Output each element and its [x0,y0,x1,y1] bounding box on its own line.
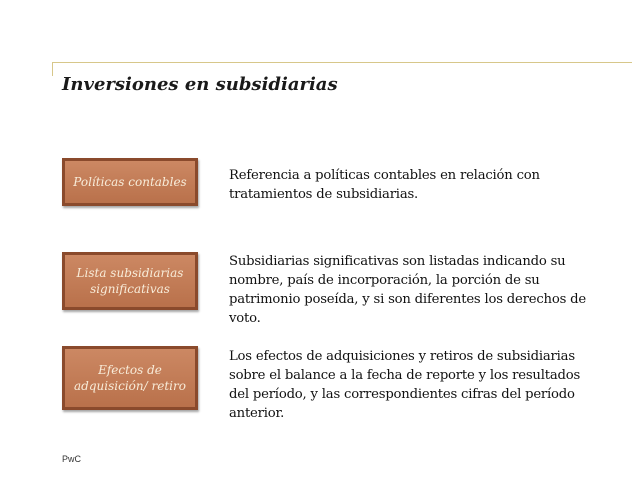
description-politicas: Referencia a políticas contables en relación con tratamientos de subsidiarias. [229,168,540,202]
page-title: Inversiones en subsidiarias [62,74,338,95]
header-rule-tick [52,62,53,76]
label-box-text: Lista subsidiarias significativas [76,266,184,296]
label-box-text: Efectos de adquisición/ retiro [74,363,186,393]
description-lista: Subsidiarias significativas son listadas indicando su nombre, país de incorporación, la porción de su patrimonio poseída, y si son diferentes los derechos de voto. [229,254,586,326]
label-box-efectos [62,346,198,410]
footer-brand: PwC [62,454,82,464]
label-box-text: Políticas contables [73,175,187,189]
label-box-lista [62,252,198,310]
description-efectos: Los efectos de adquisiciones y retiros de subsidiarias sobre el balance a la fecha de reporte y los resultados del período, y las correspondientes cifras del período anterior. [229,349,581,421]
label-box-politicas [62,158,198,206]
header-rule [52,62,632,63]
